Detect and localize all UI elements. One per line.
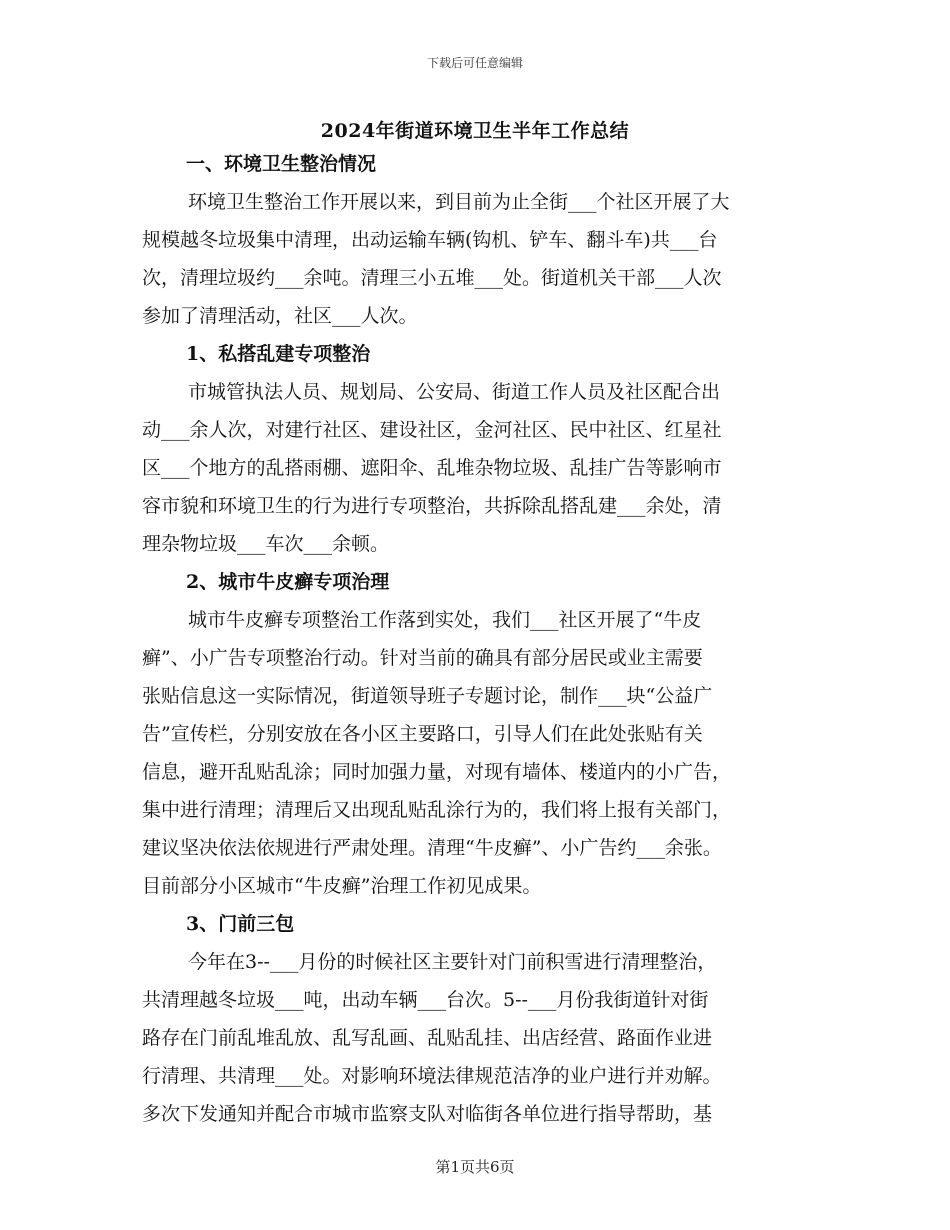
section-paragraph — [142, 373, 822, 563]
paragraph-line: 城市牛皮癣专项整治工作落到实处，我们___社区开展了“牛皮 — [188, 609, 702, 631]
section-paragraph — [142, 183, 822, 335]
paragraph-line: 容市貌和环境卫生的行为进行专项整治，共拆除乱搭乱建___余处，清 — [142, 495, 722, 517]
paragraph-line: 市城管执法人员、规划局、公安局、街道工作人员及社区配合出 — [188, 381, 721, 403]
paragraph-line: 今年在3--___月份的时候社区主要针对门前积雪进行清理整治， — [188, 951, 717, 973]
paragraph-line: 路存在门前乱堆乱放、乱写乱画、乱贴乱挂、出店经营、路面作业进 — [142, 1027, 713, 1049]
paragraph-line: 行清理、共清理___处。对影响环境法律规范洁净的业户进行并劝解。 — [142, 1065, 722, 1087]
paragraph-line: 环境卫生整治工作开展以来，到目前为止全街___个社区开展了大 — [188, 191, 730, 213]
section-paragraph — [142, 601, 822, 905]
section-heading: 2、城市牛皮癣专项治理 — [186, 571, 390, 593]
paragraph-line: 建议坚决依法依规进行严肃处理。清理“牛皮癣”、小广告约___余张。 — [142, 837, 722, 859]
section-heading: 1、私搭乱建专项整治 — [186, 343, 371, 365]
paragraph-line: 规模越冬垃圾集中清理，出动运输车辆(钩机、铲车、翻斗车)共___台 — [142, 229, 718, 251]
paragraph-line: 癣”、小广告专项整治行动。针对当前的确具有部分居民或业主需要 — [142, 647, 703, 669]
paragraph-line: 次，清理垃圾约___余吨。清理三小五堆___处。街道机关干部___人次 — [142, 267, 722, 289]
paragraph-line: 区___个地方的乱搭雨棚、遮阳伞、乱堆杂物垃圾、乱挂广告等影响市 — [142, 457, 722, 479]
paragraph-line: 动___余人次，对建行社区、建设社区，金河社区、民中社区、红星社 — [142, 419, 722, 441]
page-number-footer: 第1页共6页 — [435, 1158, 515, 1176]
document-title: 2024年街道环境卫生半年工作总结 — [320, 120, 630, 142]
paragraph-line: 告”宣传栏，分别安放在各小区主要路口，引导人们在此处张贴有关 — [142, 723, 703, 745]
paragraph-line: 参加了清理活动，社区___人次。 — [142, 305, 418, 327]
section-heading: 一、环境卫生整治情况 — [186, 153, 377, 175]
paragraph-line: 信息，避开乱贴乱涂；同时加强力量，对现有墙体、楼道内的小广告， — [142, 761, 732, 783]
header-note: 下载后可任意编辑 — [426, 56, 523, 70]
paragraph-line: 张贴信息这一实际情况，街道领导班子专题讨论，制作___块“公益广 — [142, 685, 713, 707]
section-paragraph — [142, 943, 822, 1133]
paragraph-line: 多次下发通知并配合市城市监察支队对临街各单位进行指导帮助，基 — [142, 1103, 713, 1125]
paragraph-line: 目前部分小区城市“牛皮癣”治理工作初见成果。 — [142, 875, 542, 897]
paragraph-line: 理杂物垃圾___车次___余顿。 — [142, 533, 390, 555]
paragraph-line: 集中进行清理；清理后又出现乱贴乱涂行为的，我们将上报有关部门， — [142, 799, 732, 821]
paragraph-line: 共清理越冬垃圾___吨，出动车辆___台次。5--___月份我街道针对街 — [142, 989, 709, 1011]
section-heading: 3、门前三包 — [186, 913, 295, 935]
document-body — [142, 145, 822, 1133]
